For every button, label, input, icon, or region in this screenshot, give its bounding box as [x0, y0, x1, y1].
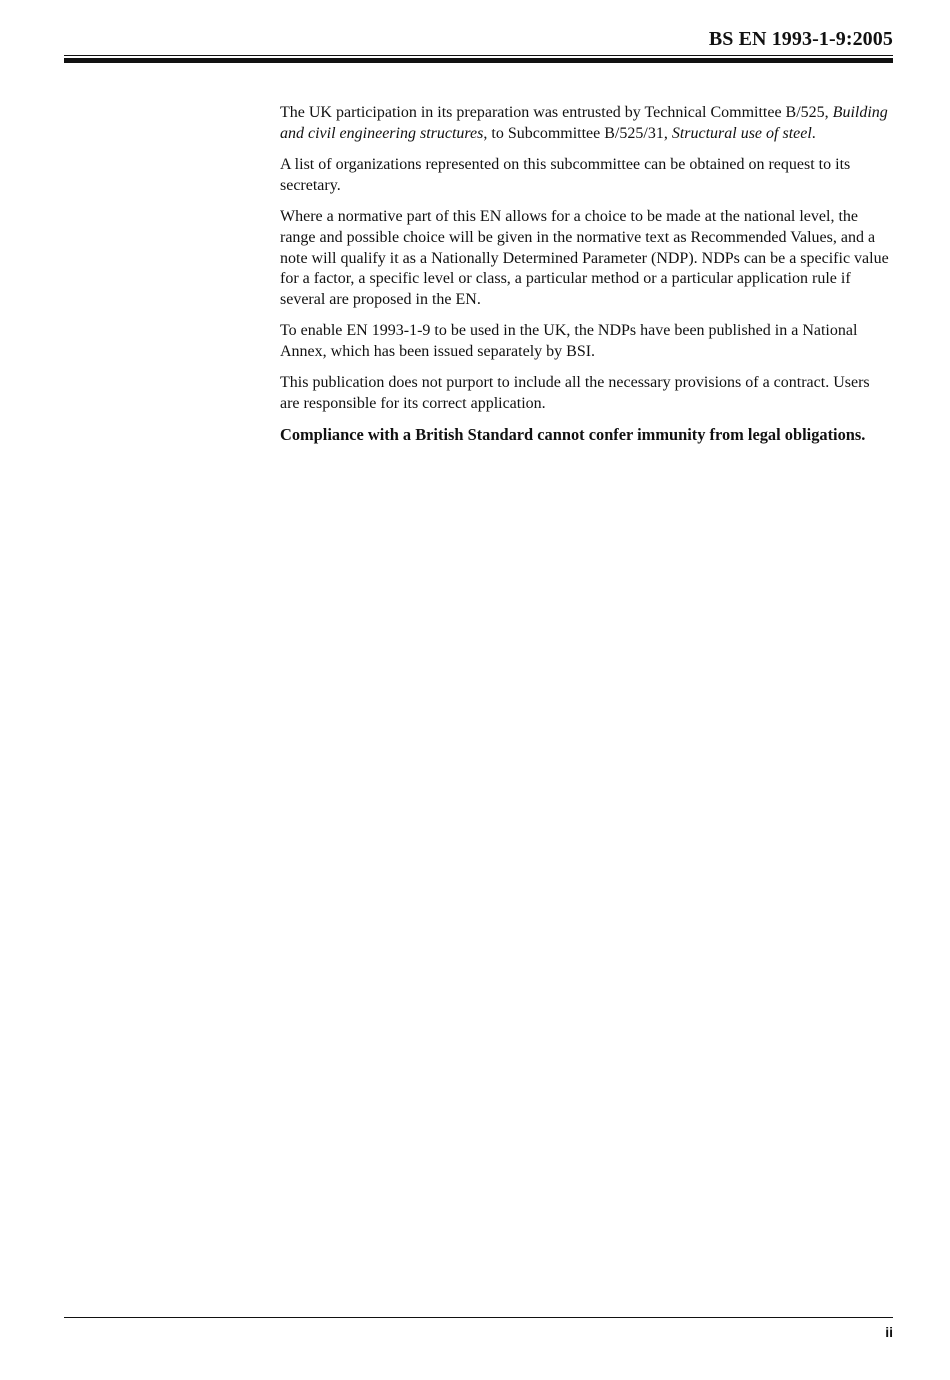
footer-rule	[64, 1317, 893, 1318]
paragraph-national-annex: To enable EN 1993-1-9 to be used in the UK, the NDPs have been published in a National Annex, which has been issued separately by BSI.	[280, 322, 858, 361]
subcommittee-name: Structural use of steel	[671, 124, 812, 142]
committee-text-a: The UK participation in its preparation was entrusted by Technical Committee B/525,	[280, 104, 833, 121]
paragraph-contract: This publication does not purport to include all the necessary provisions of a contract. Users are responsible for its correct application.	[280, 374, 870, 413]
paragraph-committee	[280, 103, 893, 145]
committee-text-e: .	[811, 124, 816, 142]
header-thick-rule	[64, 58, 893, 63]
paragraph-organizations: A list of organizations represented on this subcommittee can be obtained on request to its secretary.	[280, 155, 851, 194]
page-number: ii	[885, 1324, 893, 1340]
document-id-header: BS EN 1993-1-9:2005	[708, 28, 893, 50]
committee-name: Building and civil engineering structures	[280, 104, 888, 142]
national-foreword-body	[280, 103, 893, 457]
header-thin-rule	[64, 55, 893, 56]
paragraph-compliance: Compliance with a British Standard cannot confer immunity from legal obligations.	[280, 425, 866, 445]
paragraph-ndp: Where a normative part of this EN allows for a choice to be made at the national level, the range and possible choice will be given in the normative text as Recommended Values, and a note will qualify it as a Nationally Determined Parameter (NDP). NDPs can be a specific value for a factor, a specific level or class, a particular method or a particular application rule if several are proposed in the EN.	[280, 207, 889, 309]
committee-text-c: , to Subcommittee B/525/31,	[483, 124, 672, 142]
